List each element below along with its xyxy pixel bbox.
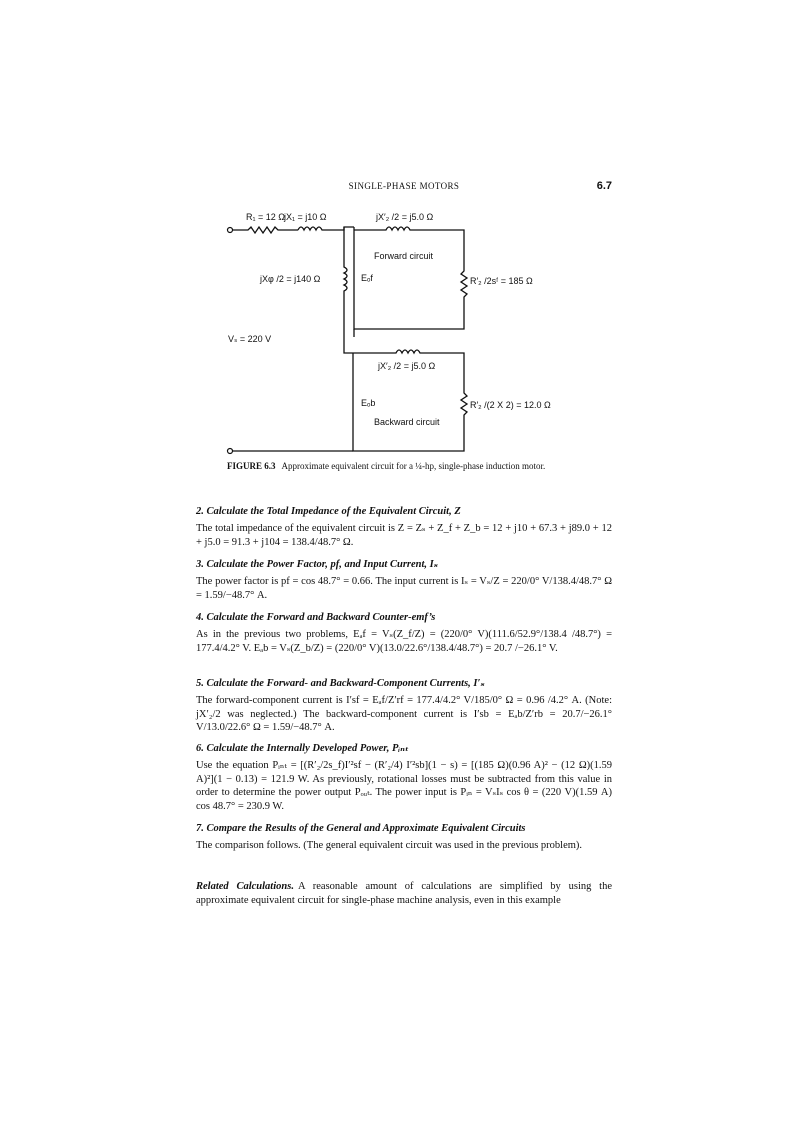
- label-x2-backward: jX′₂ /2 = j5.0 Ω: [378, 361, 436, 371]
- section-6: [196, 742, 612, 813]
- circuit-diagram: [220, 205, 600, 467]
- label-r2-backward: R′₂ /(2 X 2) = 12.0 Ω: [470, 400, 551, 410]
- running-title: SINGLE-PHASE MOTORS: [348, 181, 460, 191]
- caption-label: FIGURE 6.3: [227, 461, 276, 471]
- section-title: 4. Calculate the Forward and Backward Counter-emf’s: [196, 612, 436, 623]
- section-title: 3. Calculate the Power Factor, pf, and Input Current, Iₛ: [196, 559, 438, 570]
- label-eob: Eₒb: [361, 398, 376, 408]
- wire-top-left: [232, 227, 354, 233]
- label-xphi: jXφ /2 = j140 Ω: [260, 274, 321, 284]
- label-eof: Eₒf: [361, 273, 373, 283]
- label-r2-forward: R′₂ /2sᶠ = 185 Ω: [470, 276, 533, 286]
- section-body: Use the equation Pᵢₙₜ = [(R′₂/2s_f)I′²sf − (R′₂/4) I′²sb](1 − s) = [(185 Ω)(0.96 A)² − (12 Ω)(1.59 A)²](1 − 0.13) = 121.9 W. As previously, rotational losses must be subtracted from this value in order to determine the power output Pₒᵤₜ. The power input is Pᵢₙ = VₛIₛ cos θ = (220 V)(1.59 A) cos 48.7° = 230.9 W.: [196, 760, 612, 812]
- section-title: 5. Calculate the Forward- and Backward-Component Currents, I′ₛ: [196, 678, 485, 689]
- related-calculations: [196, 880, 612, 907]
- circuit-figure: [220, 205, 600, 467]
- running-head: [196, 181, 612, 195]
- section-5: [196, 677, 612, 735]
- section-body: The total impedance of the equivalent circuit is Z = Zₛ + Z_f + Z_b = 12 + j10 + 67.3 + j89.0 + 12 + j5.0 = 91.3 + j104 = 138.4/48.7° Ω.: [196, 523, 612, 548]
- label-backward-circuit: Backward circuit: [374, 417, 440, 427]
- wire-link: [344, 329, 354, 353]
- section-body: The comparison follows. (The general equivalent circuit was used in the previous problem).: [196, 840, 583, 851]
- terminal-top: [228, 228, 233, 233]
- page-number: 6.7: [596, 180, 612, 192]
- label-forward-circuit: Forward circuit: [374, 251, 434, 261]
- caption-text: Approximate equivalent circuit for a ¼-hp, single-phase induction motor.: [281, 461, 546, 471]
- label-x2-forward: jX′₂ /2 = j5.0 Ω: [376, 212, 434, 222]
- section-7: [196, 822, 612, 853]
- section-2: [196, 505, 612, 549]
- section-title: 2. Calculate the Total Impedance of the Equivalent Circuit, Z: [196, 506, 461, 517]
- section-body: The forward-component current is I′sf = Eₐf/Z′rf = 177.4/4.2° V/185/0° Ω = 0.96 /4.2° A. (Note: jX′₂/2 was neglected.) The backward-component current is I′sb = Eₐb/Z′rb = 20.7/−26.1° V/13.0/22.6° Ω = 1.59/−48.7° A.: [196, 695, 612, 733]
- section-body: The power factor is pf = cos 48.7° = 0.66. The input current is Iₛ = Vₛ/Z = 220/0° V/138.4/48.7° Ω = 1.59/−48.7° A.: [196, 576, 612, 601]
- label-x1: jX₁ = j10 Ω: [284, 212, 327, 222]
- section-3: [196, 558, 612, 602]
- label-vs: Vₛ = 220 V: [228, 334, 272, 344]
- label-r1: R₁ = 12 Ω: [246, 212, 286, 222]
- terminal-bottom: [228, 449, 233, 454]
- section-body: As in the previous two problems, Eₐf = Vₛ(Z_f/Z) = (220/0° V)(111.6/52.9°/138.4 /48.7°) = 177.4/4.2° V. Eₐb = Vₛ(Z_b/Z) = (220/0° V)(13.0/22.6°/138.4/48.7°) = 20.7 /−26.1° V.: [196, 629, 612, 654]
- section-4: [196, 611, 612, 655]
- section-title: 7. Compare the Results of the General and Approximate Equivalent Circuits: [196, 823, 526, 834]
- related-body: A reasonable amount of calculations are simplified by using the approximate equivalent circuit for single-phase machine analysis, even in this example: [196, 881, 612, 906]
- related-title: Related Calculations.: [196, 881, 294, 892]
- section-title: 6. Calculate the Internally Developed Power, Pᵢₙₜ: [196, 743, 409, 754]
- figure-caption: [227, 461, 587, 472]
- xphi-branch: [344, 227, 347, 329]
